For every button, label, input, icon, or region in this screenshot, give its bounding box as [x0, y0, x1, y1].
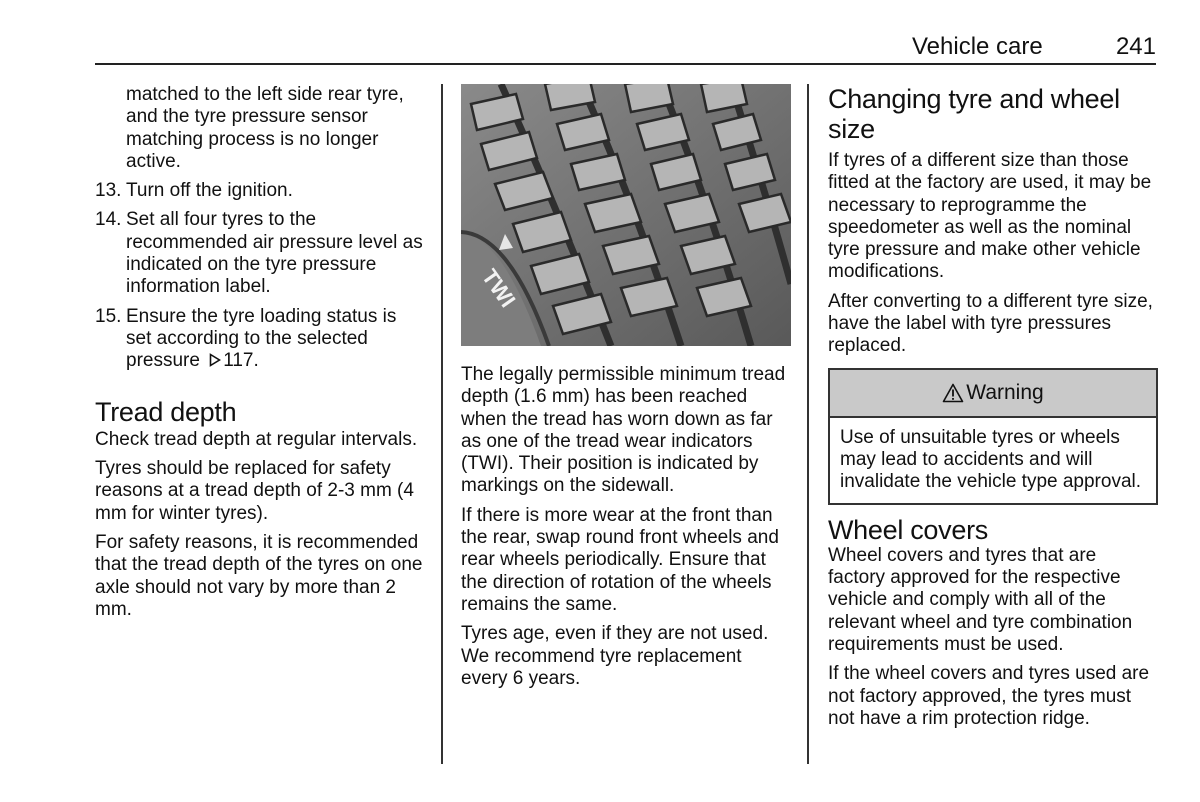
step-text: Turn off the ignition.	[126, 180, 293, 202]
step-item	[95, 306, 425, 374]
paragraph: Tyres should be replaced for safety reasons at a tread depth of 2-3 mm (4 mm for winter tyres).	[95, 458, 414, 524]
changing-tyre-heading: Changing tyre and wheel size	[828, 84, 1120, 144]
step-item	[95, 180, 425, 202]
section-title: Vehicle care	[912, 33, 1043, 60]
paragraph: After converting to a different tyre size, have the label with tyre pressures replaced.	[828, 290, 1153, 357]
step-number: 14.	[95, 209, 122, 231]
warning-text: Use of unsuitable tyres or wheels may lead to accidents and will invalidate the vehicle type approval.	[840, 426, 1142, 493]
page-reference-link[interactable]: 117.	[223, 350, 259, 372]
column-divider-left	[441, 84, 443, 764]
paragraph: If there is more wear at the front than the rear, swap round front wheels and rear wheels periodically. Ensure that the direction of rotation of the wheels remains the same.	[461, 504, 779, 615]
paragraph: The legally permissible minimum tread depth (1.6 mm) has been reached when the tread has worn down as far as one of the tread wear indicators (TWI). Their position is indicated by markings on the sidewall.	[461, 364, 786, 497]
column-middle	[461, 364, 791, 697]
paragraph: Check tread depth at regular intervals.	[95, 428, 418, 450]
paragraph: If tyres of a different size than those fitted at the factory are used, it may be necessary to reprogramme the speedometer as well as the nominal tyre pressure and make other vehicle modifications.	[828, 150, 1152, 283]
warning-box	[828, 368, 1158, 505]
step-text: Ensure the tyre loading status is set according to the selected pressure	[126, 305, 397, 372]
paragraph: Wheel covers and tyres that are factory approved for the respective vehicle and comply with all of the relevant wheel and tyre combination requirements must be used.	[828, 544, 1133, 656]
header-divider	[95, 63, 1156, 65]
paragraph: Tyres age, even if they are not used. We recommend tyre replacement every 6 years.	[461, 623, 769, 689]
warning-triangle-icon	[942, 383, 966, 403]
column-left	[95, 84, 425, 628]
column-right	[828, 84, 1158, 737]
tread-depth-heading: Tread depth	[95, 396, 237, 427]
page-reference-icon	[209, 351, 221, 373]
tyre-tread-image	[461, 84, 791, 346]
step-number: 13.	[95, 180, 122, 202]
step-item	[95, 209, 425, 298]
wheel-covers-heading: Wheel covers	[828, 514, 988, 545]
step-number: 15.	[95, 305, 122, 327]
step-continuation: matched to the left side rear tyre, and the tyre pressure sensor matching process is no longer active.	[126, 84, 404, 172]
column-divider-right	[807, 84, 809, 764]
twi-marking: TWI	[476, 264, 521, 312]
paragraph: If the wheel covers and tyres used are not factory approved, the tyres must not have a rim protection ridge.	[828, 663, 1150, 729]
paragraph: For safety reasons, it is recommended that the tread depth of the tyres on one axle should not vary by more than 2 mm.	[95, 532, 423, 620]
step-text: Set all four tyres to the recommended air pressure level as indicated on the tyre pressure information label.	[126, 209, 423, 298]
warning-header	[830, 370, 1156, 418]
warning-title: Warning	[966, 380, 1044, 404]
page-number: 241	[1115, 33, 1156, 60]
